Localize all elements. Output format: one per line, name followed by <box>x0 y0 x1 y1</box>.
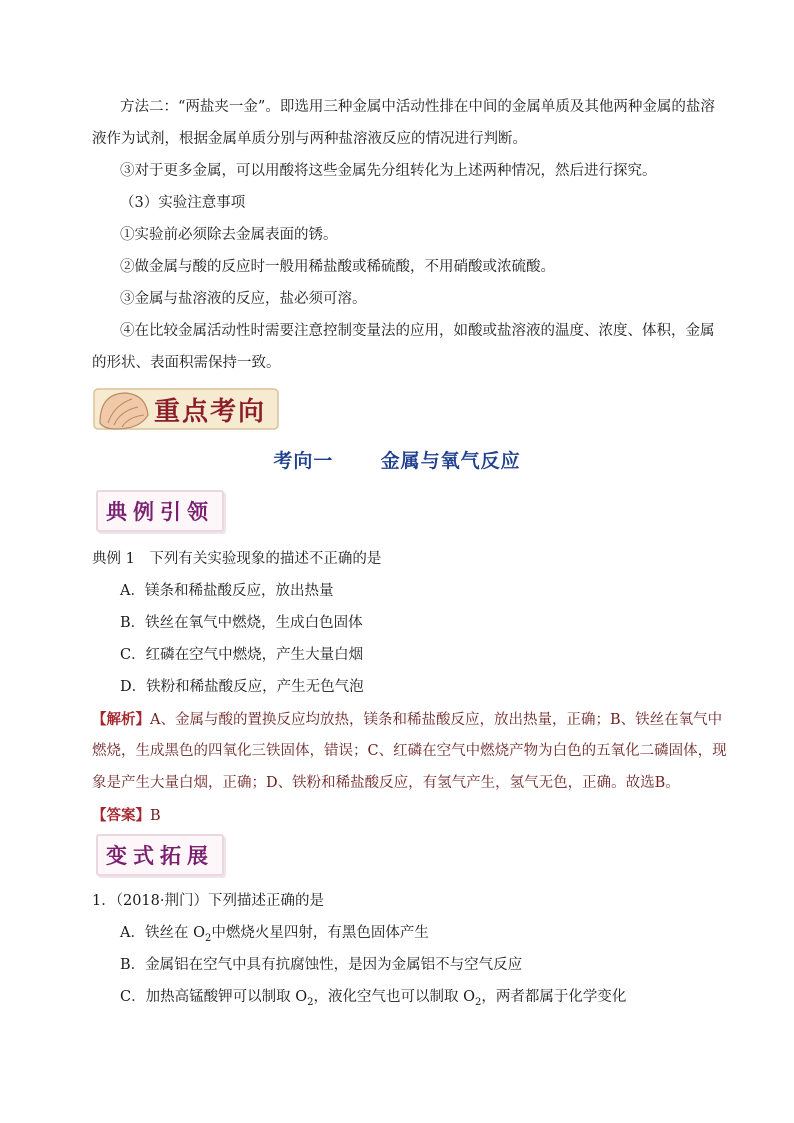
q1a-sub: 2 <box>204 932 212 944</box>
example-option-a: A．镁条和稀盐酸反应，放出热量 <box>120 583 334 599</box>
example-lead-box <box>96 490 224 532</box>
variant-box <box>96 834 224 876</box>
analysis-line1 <box>92 704 723 737</box>
note-2: ②做金属与酸的反应时一般用稀盐酸或稀硫酸，不用硝酸或浓硫酸。 <box>120 259 555 275</box>
q1c-post: ，两者都属于化学变化 <box>481 989 627 1005</box>
example-option-c: C．红磷在空气中燃烧，产生大量白烟 <box>120 647 364 663</box>
section-name: 金属与氧气反应 <box>380 450 521 472</box>
example-option-d: D．铁粉和稀盐酸反应，产生无色气泡 <box>120 679 364 695</box>
q1c-pre: C．加热高锰酸钾可以制取 O <box>120 989 308 1005</box>
notes-heading: （3）实验注意事项 <box>120 195 246 211</box>
question1-option-b: B．金属铝在空气中具有抗腐蚀性，是因为金属铝不与空气反应 <box>120 957 523 973</box>
q1c-sub1: 2 <box>307 996 314 1008</box>
note-1: ①实验前必须除去金属表面的锈。 <box>120 227 338 243</box>
key-direction-banner <box>92 383 280 435</box>
analysis-line2: 燃烧，生成黑色的四氧化三铁固体，错误；C、红磷在空气中燃烧产物为白色的五氧化二磷固体，现 <box>92 743 727 759</box>
banner-label: 重点考向 <box>153 397 267 427</box>
method2-line1: 方法二：“两盐夹一金”。即选用三种金属中活动性排在中间的金属单质及其他两种金属的盐溶 <box>120 99 715 115</box>
answer-tag: 【答案】 <box>92 807 150 824</box>
note-3: ③金属与盐溶液的反应，盐必须可溶。 <box>120 291 367 307</box>
analysis-line3: 象是产生大量白烟，正确；D、铁粉和稀盐酸反应，有氢气产生，氢气无色，正确。故选B。 <box>92 775 680 791</box>
note-4-line2: 的形状、表面积需保持一致。 <box>92 355 281 371</box>
note-4-line1: ④在比较金属活动性时需要注意控制变量法的应用，如酸或盐溶液的温度、浓度、体积，金属 <box>120 323 715 339</box>
section-number: 考向一 <box>273 450 334 472</box>
item3-text: ③对于更多金属，可以用酸将这些金属先分组转化为上述两种情况，然后进行探究。 <box>120 163 657 179</box>
q1a-post: 中燃烧火星四射，有黑色固体产生 <box>211 925 429 941</box>
q1c-sub2: 2 <box>474 996 482 1008</box>
q1c-mid: ，液化空气也可以制取 O <box>313 989 475 1005</box>
example-stem: 典例 1 下列有关实验现象的描述不正确的是 <box>92 551 382 567</box>
analysis-text-1: A、金属与酸的置换反应均放热，镁条和稀盐酸反应，放出热量，正确；B、铁丝在氧气中 <box>150 712 723 728</box>
question1-stem: 1．（2018·荆门）下列描述正确的是 <box>92 893 324 909</box>
variant-label: 变式拓展 <box>106 843 214 868</box>
answer-line <box>92 800 704 833</box>
question1-option-a <box>120 918 732 950</box>
answer-value: B <box>150 808 161 824</box>
analysis-tag: 【解析】 <box>92 711 150 728</box>
example-lead-label: 典例引领 <box>106 499 214 524</box>
q1a-pre: A．铁丝在 O <box>120 925 205 941</box>
example-option-b: B．铁丝在氧气中燃烧，生成白色固体 <box>120 615 363 631</box>
section-title <box>0 446 794 473</box>
question1-option-c <box>120 982 732 1014</box>
method2-line2: 液作为试剂，根据金属单质分别与两种盐溶液反应的情况进行判断。 <box>92 131 527 147</box>
